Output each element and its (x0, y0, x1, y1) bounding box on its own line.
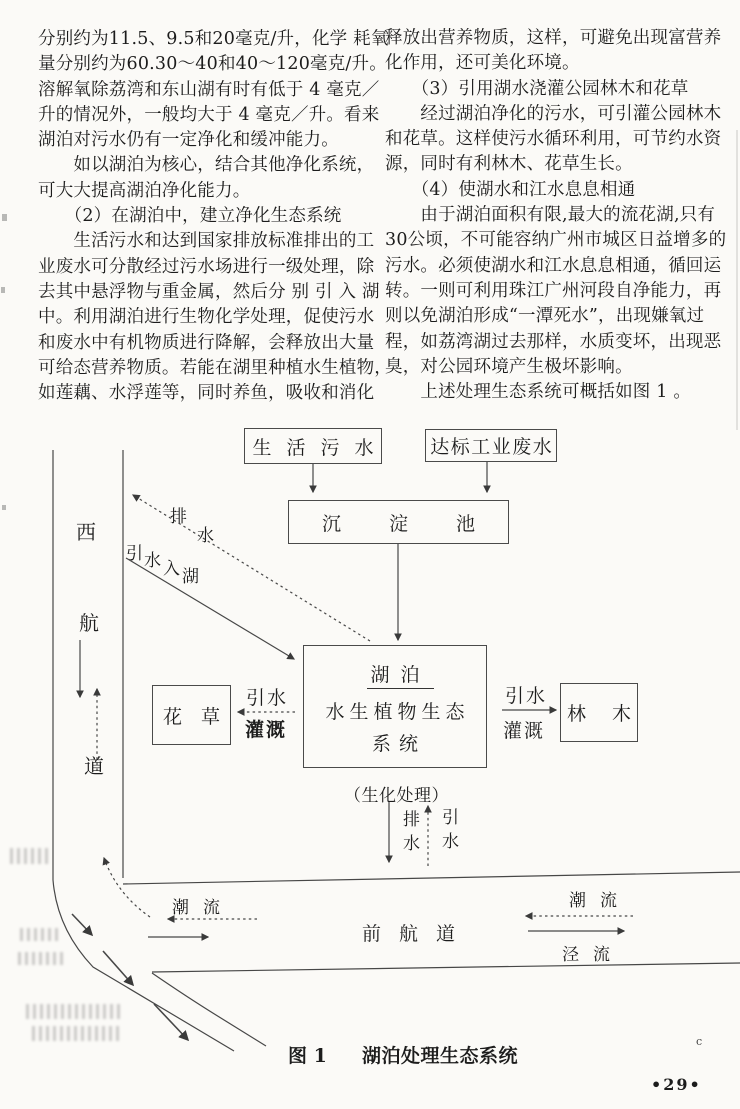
west-channel-label-char: 西 (76, 520, 96, 544)
box-lake-ecosystem (303, 645, 487, 768)
scan-edge-artifact (736, 130, 738, 430)
intake-label-left: 引水 (246, 687, 289, 709)
box-label: 沉淀池 (321, 512, 523, 535)
runoff-label: 泾流 (562, 945, 624, 965)
text-line: 去其中悬浮物与重金属，然后分 别 引 入 湖 (38, 281, 380, 302)
box-label: 林木 (566, 703, 657, 725)
intake-vertical-label: 引水 (438, 808, 458, 856)
intake-to-lake-char: 湖 (182, 567, 199, 587)
box-label: 花草 (162, 705, 239, 728)
page-number: •29• (651, 1075, 702, 1094)
text-line: 量分别约为60.30～40和40～120毫克/升。 (38, 54, 387, 75)
lake-subtitle: 水生植物生态 (325, 701, 470, 723)
scan-smudge (26, 1004, 120, 1019)
intake-label-right: 引水 (505, 685, 548, 707)
text-line: 程，如荔湾湖过去那样，水质变坏，出现恶 (385, 331, 722, 352)
tide-label-left: 潮流 (172, 898, 234, 918)
text-line: 如莲藕、水浮莲等，同时养鱼，吸收和消化 (38, 383, 375, 404)
intake-to-lake-line (126, 558, 294, 659)
text-line: 源，同时有利林木、花草生长。 (385, 154, 633, 175)
biochem-treatment-note: （生化处理） (344, 786, 449, 806)
lake-title-underlined: 湖泊 (367, 660, 433, 689)
text-line: 可大大提高湖泊净化能力。 (38, 180, 251, 201)
lake-subtitle-2: 系统 (371, 733, 426, 755)
text-line: 污水。必须使湖水和江水息息相通，循回运 (385, 255, 722, 276)
scan-smudge (32, 1026, 120, 1041)
text-line: 臭，对公园环境产生极坏影响。 (385, 356, 633, 377)
text-line: 升的情况外，一般均大于 4 毫克／升。看来 (38, 104, 380, 125)
text-line: 化作用，还可美化环境。 (385, 53, 580, 74)
text-line: 上述处理生态系统可概括如图 1 。 (385, 382, 692, 403)
intake-to-lake-char: 入 (163, 559, 180, 579)
west-channel-label-char: 道 (84, 754, 104, 778)
text-line: 30公顷，不可能容纳广州市城区日益增多的 (385, 230, 727, 251)
top-flow-arrows (313, 462, 487, 640)
text-line: 转。一则可利用珠江广州河段自净能力，再 (385, 280, 722, 301)
text-line: 分别约为11.5、9.5和20毫克/升，化学 耗氧 (38, 29, 389, 49)
intake-to-lake-char: 引 (126, 544, 143, 564)
drain-label-char: 排 (170, 507, 187, 527)
text-line: 如以湖泊为核心，结合其他净化系统， (38, 155, 375, 176)
figure-caption-number: 图 1 (288, 1045, 327, 1067)
text-line: 生活污水和达到国家排放标准排出的工 (38, 231, 375, 252)
box-domestic-sewage (244, 428, 389, 464)
box-label: 生活污水 (252, 436, 389, 459)
drain-vertical-label: 排水 (399, 810, 419, 858)
drain-label-char: 水 (197, 526, 214, 546)
tide-label-right: 潮流 (569, 891, 631, 911)
text-line: 溶解氧除荔湾和东山湖有时有低于 4 毫克／ (38, 79, 380, 100)
figure-caption-title: 湖泊处理生态系统 (362, 1045, 519, 1067)
text-line: 和废水中有机物质进行降解，会释放出大量 (38, 332, 375, 353)
box-trees (560, 683, 657, 742)
text-line: （4）使湖水和江水息息相通 (385, 179, 636, 200)
text-line: 中。利用湖泊进行生物化学处理，促使污水 (38, 307, 375, 328)
front-channel-label: 前航道 (362, 923, 474, 945)
text-line: 经过湖泊净化的污水，可引灌公园林木 (385, 103, 722, 124)
text-line: 释放出营养物质，这样，可避免出现富营养 (385, 28, 722, 48)
stray-mark: c (696, 1035, 703, 1048)
box-flowers-grass (152, 685, 239, 745)
text-line: 由于湖泊面积有限,最大的流花湖,只有 (385, 205, 716, 226)
text-line: （2）在湖泊中，建立净化生态系统 (38, 206, 342, 227)
box-industrial-wastewater (425, 429, 557, 462)
text-line: 业废水可分散经过污水场进行一级处理，除 (38, 256, 375, 277)
text-line: 则以免湖泊形成“一潭死水”，出现嫌氧过 (385, 306, 705, 327)
scan-smudge (18, 952, 64, 965)
intake-to-lake-char: 水 (144, 551, 161, 571)
text-line: （3）引用湖水浇灌公园林木和花草 (385, 78, 689, 99)
text-line: 可给态营养物质。若能在湖里种植水生植物， (38, 357, 392, 378)
scan-smudge (10, 848, 50, 864)
box-sedimentation-tank (288, 500, 523, 544)
irrigate-label-right: 灌溉 (503, 720, 546, 742)
scan-speck (2, 505, 6, 510)
scan-speck (2, 214, 7, 221)
west-channel-label-char: 航 (79, 611, 99, 635)
text-line: 湖泊对污水仍有一定净化和缓冲能力。 (38, 130, 339, 151)
box-label: 达标工业废水 (430, 436, 554, 458)
text-line: 和花草。这样使污水循环利用，可节约水资 (385, 129, 722, 150)
irrigate-label-left: 灌溉 (245, 719, 288, 741)
scan-speck (1, 287, 5, 293)
scan-smudge (20, 928, 58, 941)
